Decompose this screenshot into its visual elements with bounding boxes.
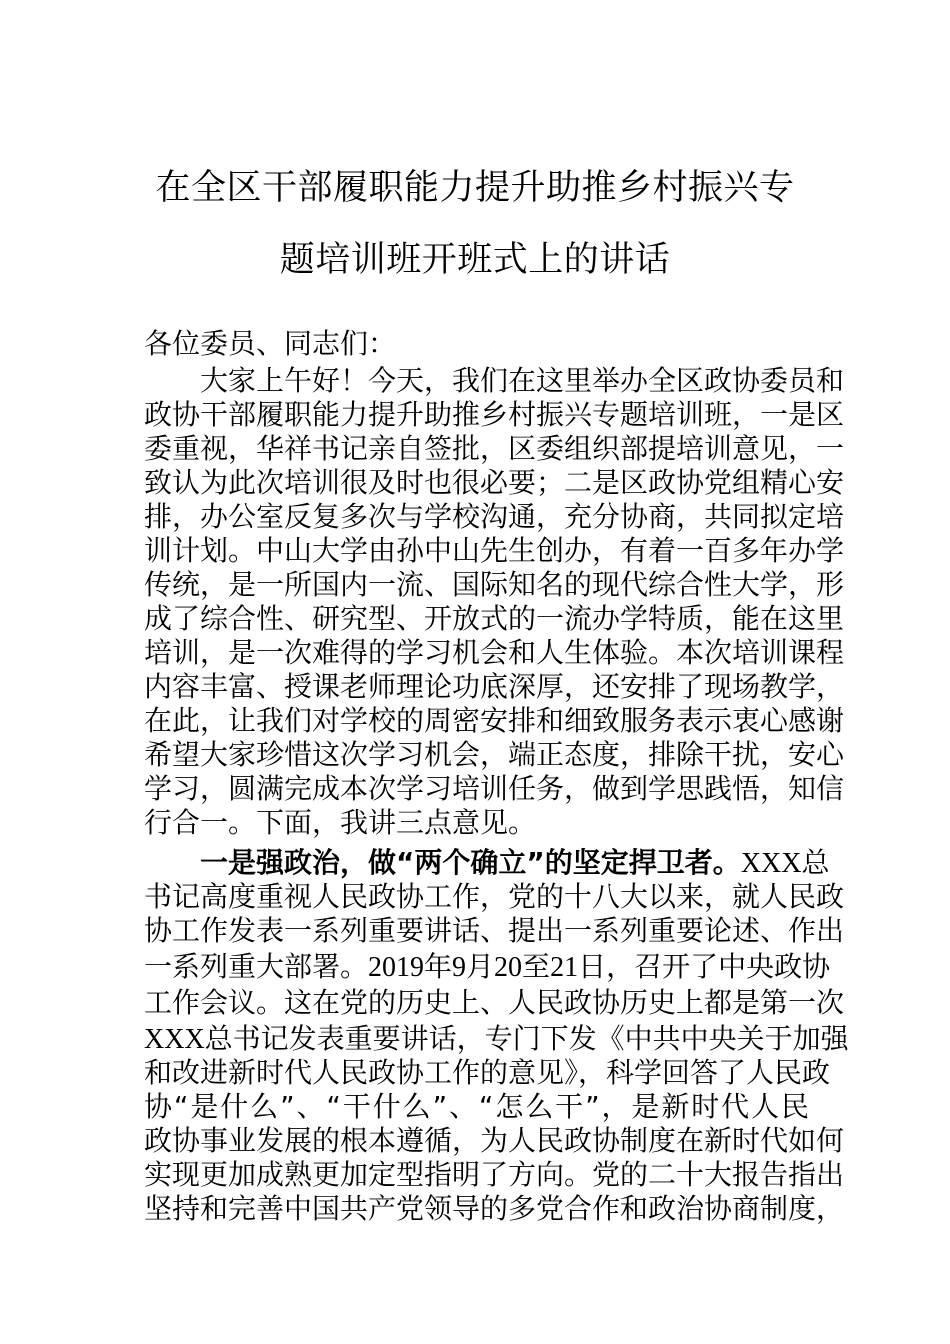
paragraph-1-line-11: 在此，让我们对学校的周密安排和细致服务表示衷心感谢 [144, 704, 845, 737]
paragraph-1-line-5: 排，办公室反复多次与学校沟通，充分协商，共同拟定培 [144, 500, 845, 533]
paragraph-2-line-6 [144, 1022, 849, 1057]
line-4-day-2: 21 [550, 952, 579, 983]
paragraph-1-line-6: 训计划。中山大学由孙中山先生创办，有着一百多年办学 [144, 534, 845, 567]
paragraph-2-line-3: 协工作发表一系列重要讲话、提出一系列重要论述、作出 [144, 914, 845, 947]
line-4-text-b: 年 [424, 950, 453, 983]
paragraph-2-line-1 [200, 846, 830, 881]
paragraph-2-line-1-tail: 总 [801, 846, 830, 879]
line-4-text-c: 月 [466, 950, 495, 983]
paragraph-2-line-8: 协“是什么”、“干什么”、“怎么干”，是新时代人民 [144, 1090, 809, 1123]
paragraph-2-line-7: 和改进新时代人民政协工作的意见》，科学回答了人民政 [144, 1056, 831, 1089]
paragraph-2-line-9: 政协事业发展的根本遵循，为人民政协制度在新时代如何 [144, 1124, 845, 1157]
paragraph-1-line-2: 政协干部履职能力提升助推乡村振兴专题培训班，一是区 [144, 398, 845, 431]
line-4-month: 9 [452, 952, 467, 983]
line-4-text-e: 日，召开了中央政协 [578, 950, 831, 983]
paragraph-1-line-14: 行合一。下面，我讲三点意见。 [144, 806, 537, 839]
paragraph-1-line-4: 致认为此次培训很及时也很必要；二是区政协党组精心安 [144, 466, 845, 499]
document-title-line-2: 题培训班开班式上的讲话 [279, 240, 671, 280]
line-4-year: 2019 [368, 952, 425, 983]
paragraph-1-line-10: 内容丰富、授课老师理论功底深厚，还安排了现场教学， [144, 670, 845, 703]
paragraph-2-line-4 [144, 950, 831, 985]
redacted-name: XXX [740, 848, 802, 879]
line-4-day-1: 20 [494, 952, 523, 983]
paragraph-2-line-11: 坚持和完善中国共产党领导的多党合作和政治协商制度， [144, 1192, 845, 1225]
salutation: 各位委员、同志们： [144, 327, 397, 360]
line-4-text-a: 一系列重大部署。 [144, 950, 369, 983]
paragraph-1-line-7: 传统，是一所国内一流、国际知名的现代综合性大学，形 [144, 568, 845, 601]
paragraph-2-line-2: 书记高度重视人民政协工作，党的十八大以来，就人民政 [144, 880, 845, 913]
redacted-name-2: XXX [144, 1024, 205, 1055]
paragraph-1-line-9: 培训，是一次难得的学习机会和人生体验。本次培训课程 [144, 636, 845, 669]
paragraph-2-line-10: 实现更加成熟更加定型指明了方向。党的二十大报告指出 [144, 1158, 845, 1191]
paragraph-1-line-13: 学习，圆满完成本次学习培训任务，做到学思践悟，知信 [144, 772, 845, 805]
document-title-line-1: 在全区干部履职能力提升助推乡村振兴专 [155, 168, 795, 208]
paragraph-1-line-1: 大家上午好！今天，我们在这里举办全区政协委员和 [200, 364, 845, 397]
line-6-text: 总书记发表重要讲话，专门下发《中共中央关于加强 [204, 1022, 849, 1055]
paragraph-1-line-3: 委重视，华祥书记亲自签批，区委组织部提培训意见，一 [144, 432, 845, 465]
paragraph-1-line-8: 成了综合性、研究型、开放式的一流办学特质，能在这里 [144, 602, 845, 635]
paragraph-1-line-12: 希望大家珍惜这次学习机会，端正态度，排除干扰，安心 [144, 738, 845, 771]
paragraph-2-line-5: 工作会议。这在党的历史上、人民政协历史上都是第一次 [144, 986, 845, 1019]
section-heading: 一是强政治，做“两个确立”的坚定捍卫者。 [200, 846, 741, 879]
line-4-text-d: 至 [522, 950, 551, 983]
